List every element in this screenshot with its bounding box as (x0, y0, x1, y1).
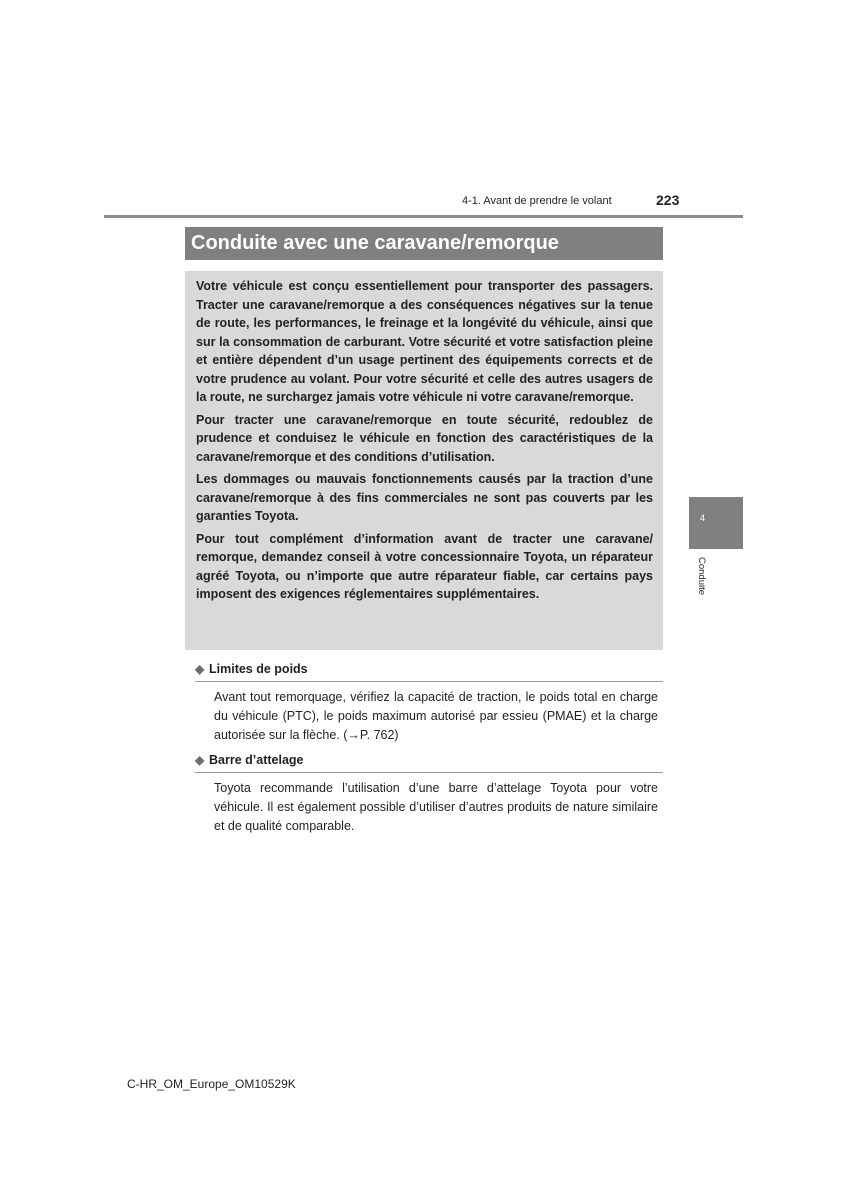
section-body-weight-limits: Avant tout remorquage, vérifiez la capacité de traction, le poids total en charge du véhicule (PTC), le poids maximum autorisé par essieu (PMAE) et la charge autorisée sur la flèche. (→P. 762) (214, 690, 658, 742)
footer-document-code: C-HR_OM_Europe_OM10529K (127, 1077, 296, 1091)
section-body-towbar: Toyota recommande l’utilisation d’une barre d’attelage Toyota pour votre véhicule. Il est également possible d’utiliser d’autres produits de nature similaire et de qualité comparable. (214, 781, 658, 833)
page-title: Conduite avec une caravane/remorque (185, 227, 663, 260)
header-rule (104, 215, 743, 218)
chapter-tab-label: Conduite (696, 557, 707, 596)
page-header-section: 4-1. Avant de prendre le volant (462, 195, 612, 207)
chapter-tab-number: 4 (700, 513, 706, 523)
page-number: 223 (656, 192, 680, 208)
section-heading-weight-limits (195, 661, 663, 682)
section-heading-towbar (195, 752, 663, 773)
intro-box (185, 271, 663, 650)
chapter-side-tab (689, 497, 743, 549)
section-heading-text: Barre d’attelage (209, 753, 304, 767)
section-heading-text: Limites de poids (209, 662, 308, 676)
intro-paragraph: Les dommages ou mauvais fonctionnements causés par la traction d’une caravane/remorque à des fins commerciales ne sont pas couverts par les garanties Toyota. (196, 472, 653, 523)
diamond-bullet-icon: ◆ (195, 662, 205, 676)
intro-paragraph: Votre véhicule est conçu essentiellement pour transporter des passagers. Tracter une caravane/remorque a des conséquences négatives sur la tenue de route, les performances, le freinage et la longévité du véhicule, ainsi que sur la consommation de carburant. Votre sécurité et votre satisfaction pleine et entière dépendent d’un usage pertinent des équipements corrects et de votre prudence au volant. Pour votre sécurité et celle des autres usagers de la route, ne surchargez jamais votre véhicule ni votre caravane/remorque. (196, 279, 653, 404)
diamond-bullet-icon: ◆ (195, 753, 205, 767)
intro-paragraph: Pour tout complément d’information avant de tracter une caravane/ remorque, demandez conseil à votre concessionnaire Toyota, un réparateur agréé Toyota, ou n’importe que autre réparateur fiable, car certains pays imposent des exigences réglementaires supplémentaires. (196, 531, 653, 601)
intro-paragraph: Pour tracter une caravane/remorque en toute sécurité, redoublez de prudence et conduisez le véhicule en fonction des caractéristiques de la caravane/remorque et des conditions d’utilisation. (196, 412, 653, 464)
